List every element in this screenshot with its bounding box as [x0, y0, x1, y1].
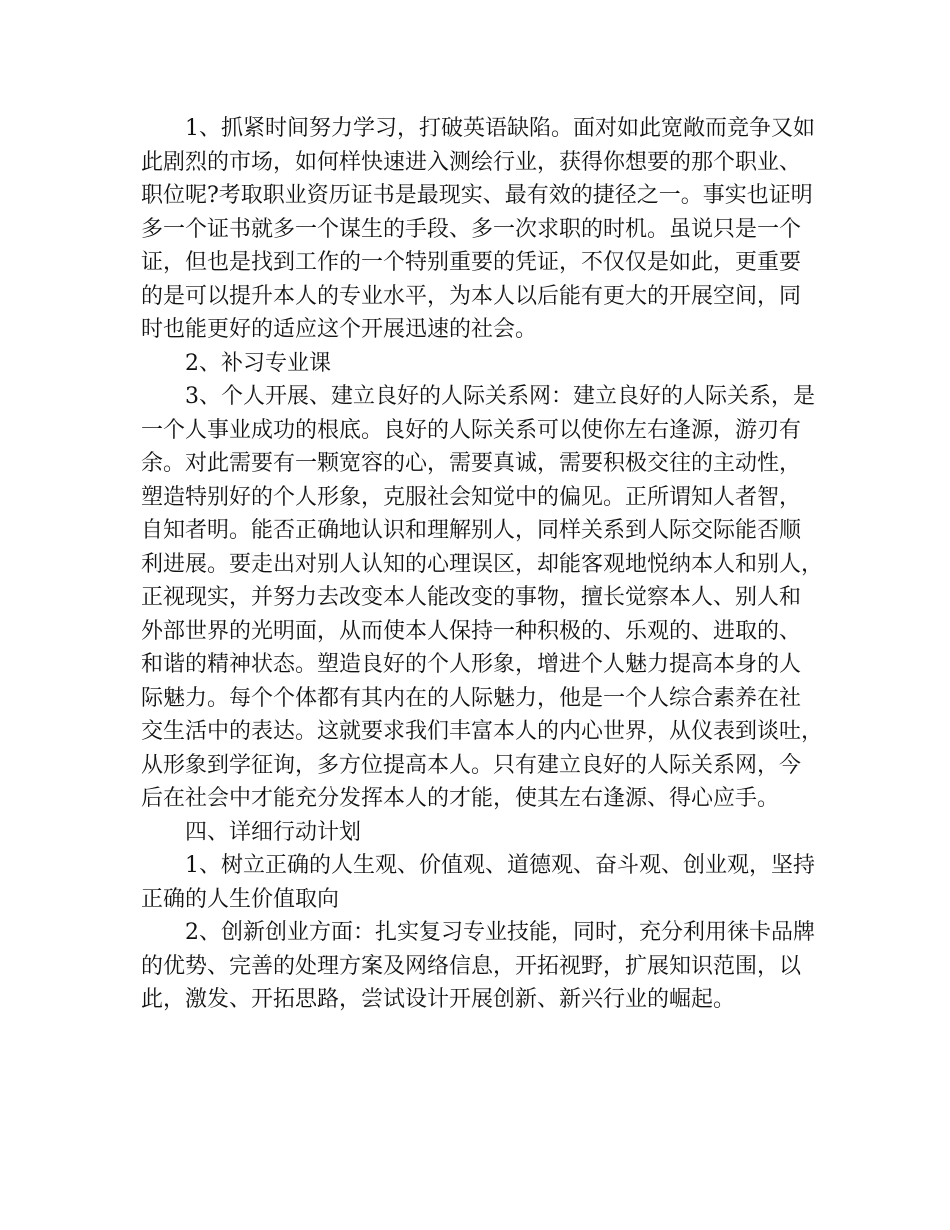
text-line: 此，激发、开拓思路，尝试设计开展创新、新兴行业的崛起。 [141, 987, 736, 1012]
text-line: 的优势、完善的处理方案及网络信息，开拓视野，扩展知识范围，以 [141, 953, 802, 979]
text-line: 1、树立正确的人生观、价值观、道德观、奋斗观、创业观，坚持 [185, 853, 815, 878]
text-line: 交生活中的表达。这就要求我们丰富本人的内心世界，从仪表到谈吐， [141, 719, 824, 744]
text-line: 外部世界的光明面，从而使本人保持一种积极的、乐观的、进取的、 [141, 618, 802, 644]
text-line: 从形象到学征询，多方位提高本人。只有建立良好的人际关系网，今 [141, 752, 802, 778]
text-line: 自知者明。能否正确地认识和理解别人，同样关系到人际交际能否顺 [141, 518, 802, 543]
text-line: 的是可以提升本人的专业水平，为本人以后能有更大的开展空间，同 [141, 283, 802, 309]
text-line: 正确的人生价值取向 [141, 886, 340, 912]
text-line: 此剧烈的市场，如何样快速进入测绘行业，获得你想要的那个职业、 [141, 149, 802, 175]
text-line: 职位呢?考取职业资历证书是最现实、最有效的捷径之一。事实也证明 [141, 183, 813, 208]
text-line: 1、抓紧时间努力学习，打破英语缺陷。面对如此宽敞而竞争又如 [185, 116, 815, 141]
text-line: 正视现实，并努力去改变本人能改变的事物，擅长觉察本人、别人和 [141, 585, 802, 610]
section-heading: 2、补习专业课 [185, 350, 331, 376]
text-line: 后在社会中才能充分发挥本人的才能，使其左右逢源、得心应手。 [141, 786, 780, 811]
text-line: 塑造特别好的个人形象，克服社会知觉中的偏见。正所谓知人者智， [141, 484, 802, 510]
document-body [141, 112, 824, 1017]
text-line: 和谐的精神状态。塑造良好的个人形象，增进个人魅力提高本身的人 [141, 652, 802, 677]
text-line: 际魅力。每个个体都有其内在的人际魅力，他是一个人综合素养在社 [141, 685, 802, 711]
text-line: 一个人事业成功的根底。良好的人际关系可以使你左右逢源，游刃有 [141, 417, 802, 443]
text-line: 余。对此需要有一颗宽容的心，需要真诚，需要积极交往的主动性， [141, 451, 802, 476]
text-line: 时也能更好的适应这个开展迅速的社会。 [141, 317, 538, 342]
text-line: 证，但也是找到工作的一个特别重要的凭证，不仅仅是如此，更重要 [141, 250, 802, 275]
text-line: 3、个人开展、建立良好的人际关系网：建立良好的人际关系，是 [185, 384, 815, 409]
section-heading: 四、详细行动计划 [185, 819, 362, 845]
text-line: 利进展。要走出对别人认知的心理误区，却能客观地悦纳本人和别人， [141, 551, 824, 577]
text-line: 多一个证书就多一个谋生的手段、多一次求职的时机。虽说只是一个 [141, 216, 802, 242]
text-line: 2、创新创业方面：扎实复习专业技能，同时，充分利用徕卡品牌 [185, 920, 815, 945]
